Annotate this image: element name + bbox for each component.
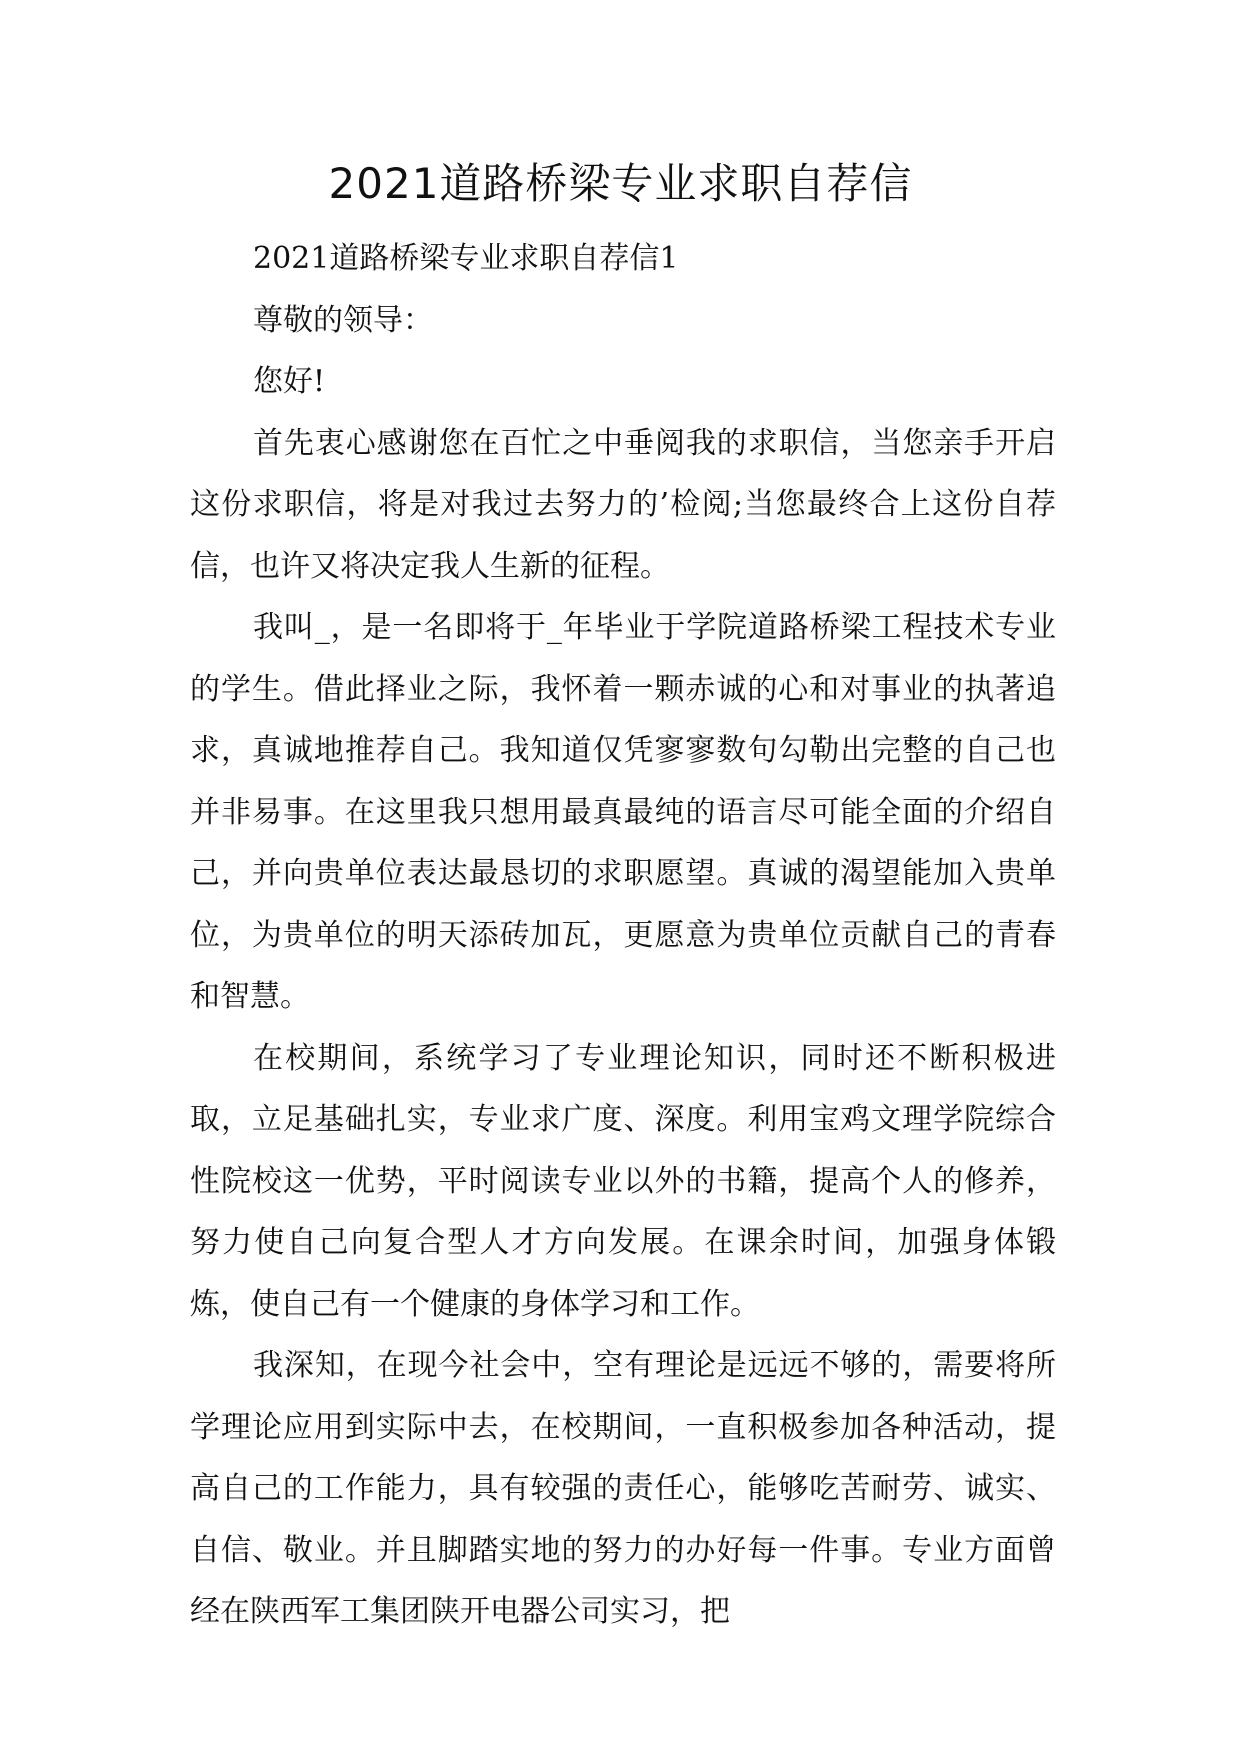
paragraph-school-study: 在校期间，系统学习了专业理论知识，同时还不断积极进取，立足基础扎实，专业求广度、深度。利用宝鸡文理学院综合性院校这一优势，平时阅读专业以外的书籍，提高个人的修养，努力使自己向复合型人才方向发展。在课余时间，加强身体锻炼，使自己有一个健康的身体学习和工作。 [190,1040,1056,1322]
paragraph-salutation: 尊敬的领导： [253,302,433,338]
paragraph-greeting: 您好! [253,364,326,399]
paragraph-intro: 首先衷心感谢您在百忙之中垂阅我的求职信，当您亲手开启这份求职信，将是对我过去努力的’检阅;当您最终合上这份自荐信，也许又将决定我人生新的征程。 [190,425,1056,584]
document-body [190,228,1056,1643]
document-title: 2021道路桥梁专业求职自荐信 [328,159,913,208]
paragraph-practice: 我深知，在现今社会中，空有理论是远远不够的，需要将所学理论应用到实际中去，在校期间，一直积极参加各种活动，提高自己的工作能力，具有较强的责任心，能够吃苦耐劳、诚实、自信、敬业。并且脚踏实地的努力的办好每一件事。专业方面曾经在陕西军工集团陕开电器公司实习，把 [190,1348,1056,1629]
paragraph-self-introduction: 我叫_，是一名即将于_年毕业于学院道路桥梁工程技术专业的学生。借此择业之际，我怀着一颗赤诚的心和对事业的执著追求，真诚地推荐自己。我知道仅凭寥寥数句勾勒出完整的自己也并非易事。在这里我只想用最真最纯的语言尽可能全面的介绍自己，并向贵单位表达最恳切的求职愿望。真诚的渴望能加入贵单位，为贵单位的明天添砖加瓦，更愿意为贵单位贡献自己的青春和智慧。 [190,610,1056,1014]
paragraph-heading: 2021道路桥梁专业求职自荐信1 [253,241,679,276]
